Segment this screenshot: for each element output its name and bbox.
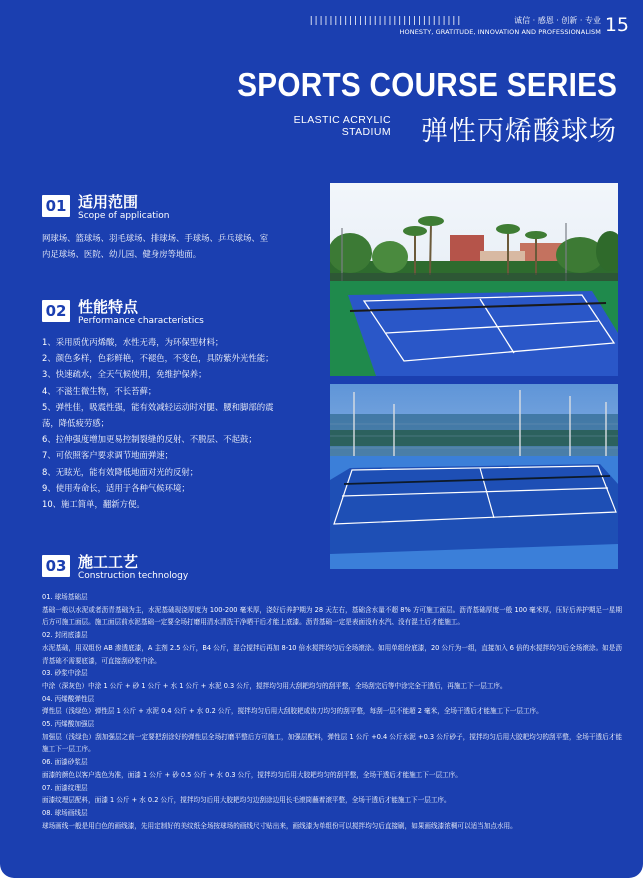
step-body: 基础一般以水泥或者沥青基础为主，水泥基础现浇厚度为 100-200 毫米厚，浇好后养护期为 28 天左右，基础含水量不超 8% 方可施工面层。沥青基础厚度一般 100 毫米厚，压好后养护期足一星期后方可施工面层。施工面层前水泥基础一定要全场打磨用清水清洗干净晒干后才能上底漆。沥青基础一定是表面没有水汽、没有混土后才能施工。 [42, 605, 622, 627]
product-subtitle-english [294, 114, 391, 138]
tagline-chinese: 诚信 · 感恩 · 创新 · 专业 [514, 16, 601, 25]
decorative-barcode: ||||||||||||||||||||||||||||||| [308, 16, 461, 26]
step-heading: 01. 球场基础层 [42, 593, 88, 601]
outdoor-tennis-court-photo [330, 183, 618, 376]
series-title: SPORTS COURSE SERIES [236, 66, 617, 103]
section-number: 03 [42, 555, 70, 577]
step-body: 加强层（浅绿色）刮加强层之前一定要把刮涂好的弹性层全场打磨平整后方可施工，加强层配料，弹性层 1 公斤 +0.4 公斤水泥 +0.3 公斤砂子，搅拌均匀后用大胶耙均匀的刮平整，全场干透后才能施工下一层工序。 [42, 732, 622, 754]
step-body: 面漆纹理层配料，面漆 1 公斤 + 水 0.2 公斤，搅拌均匀后用大胶耙均匀边刮涂边用长毛滚筒蘸着滚平整，全场干透后才能施工下一层工序。 [42, 796, 451, 805]
step-heading: 08. 球场画线层 [42, 808, 88, 817]
blue-tennis-court-photo [330, 384, 618, 569]
section-number: 01 [42, 195, 70, 217]
feature-list [42, 334, 273, 512]
section-number: 02 [42, 300, 70, 322]
product-subtitle-english-line1: ELASTIC ACRYLIC [293, 114, 391, 126]
section-subtitle: Construction technology [78, 571, 189, 581]
outdoor-court-image [330, 183, 618, 376]
scope-text-line: 网球场、篮球场、羽毛球场、排球场、手球场、乒乓球场、室 [42, 233, 269, 243]
step-body: 水泥基础，用双组份 AB 渗透底漆，A 主剂 2.5 公斤，B4 公斤，混合搅拌后再加 8-10 倍水搅拌均匀后全场滚涂。如用单组份底漆，20 公斤为一组，直接加入 6 倍的水搅拌均匀后全场滚涂。如是沥青基础不需要底漆，可直接刮砂浆中涂。 [42, 643, 622, 665]
blue-court-image [330, 384, 618, 569]
list-item: 4、不滋生微生物，不长苔藓； [42, 385, 157, 396]
section-subtitle: Scope of application [78, 211, 170, 221]
step-heading: 03. 砂浆中涂层 [42, 669, 88, 678]
step-heading: 02. 封闭底漆层 [42, 631, 88, 640]
section-title: 适用范围 [78, 193, 139, 211]
step-body: 中涂（深灰色）中涂 1 公斤 + 砂 1 公斤 + 水 1 公斤 + 水泥 0.3 公斤，搅拌均匀用大刮耙均匀的刮平整，全场刮完后等中涂完全干透后，再施工下一层工序。 [42, 681, 507, 690]
step-body: 球场画线一般是用白色的画线漆，先用定制好的美纹纸全场按球场的画线尺寸贴出来，画线漆为单组份可以搅拌均匀后直接刷，如果画线漆浓稠可以适当加点水用。 [42, 821, 517, 830]
page-header [29, 14, 629, 40]
list-item: 8、无眩光，能有效降低地面对光的反射； [42, 466, 199, 477]
step-heading: 04. 丙烯酸弹性层 [42, 694, 95, 703]
list-item: 10、施工简单，翻新方便。 [42, 499, 145, 510]
step-heading: 05. 丙烯酸加强层 [42, 720, 95, 729]
list-item: 9、使用寿命长，适用于各种气候环境； [42, 482, 190, 493]
list-item: 6、拉伸强度增加更易控制裂缝的反射、不脱层、不起鼓； [42, 434, 257, 445]
list-item: 3、快速疏水，全天气候使用，免维护保养； [42, 369, 207, 380]
page-number: 15 [604, 14, 629, 36]
section-title: 施工工艺 [78, 553, 139, 571]
tagline-english: HONESTY, GRATITUDE, INNOVATION AND PROFESSIONALISM [399, 28, 601, 36]
list-item: 荡，降低疲劳感； [42, 418, 109, 429]
section-subtitle: Performance characteristics [78, 316, 204, 326]
list-item: 5、弹性佳，吸震性强，能有效减轻运动时对腿、腰和脚部的震 [42, 401, 274, 412]
list-item: 1、采用质优丙烯酸，水性无毒，为环保型材料； [42, 337, 224, 347]
product-title-chinese: 弹性丙烯酸球场 [421, 116, 617, 147]
step-heading: 06. 面漆砂浆层 [42, 758, 88, 767]
scope-text-line: 内足球场、医院、幼儿园、健身房等地面。 [42, 249, 202, 260]
section-title: 性能特点 [78, 298, 139, 316]
scope-text [42, 230, 268, 262]
step-body: 弹性层（浅绿色）弹性层 1 公斤 + 水泥 0.4 公斤 + 水 0.2 公斤，搅拌均匀后用大刮胶耙或齿刀均匀的刮平整，每刮一层不能超 2 毫米，全场干透后才能施工下一层工序。 [42, 707, 543, 716]
step-body: 面漆的颜色以客户选色为准，面漆 1 公斤 + 砂 0.5 公斤 + 水 0.3 公斤，搅拌均匀后用大胶耙均匀的刮平整，全场干透后才能施工下一层工序。 [42, 770, 462, 779]
step-heading: 07. 面漆纹理层 [42, 783, 88, 792]
list-item: 7、可依照客户要求调节地面弹速； [42, 450, 173, 461]
product-subtitle-english-line2: STADIUM [341, 126, 391, 138]
list-item: 2、颜色多样，色彩鲜艳，不褪色，不变色，具防紫外光性能； [42, 353, 274, 364]
construction-steps [42, 591, 622, 832]
